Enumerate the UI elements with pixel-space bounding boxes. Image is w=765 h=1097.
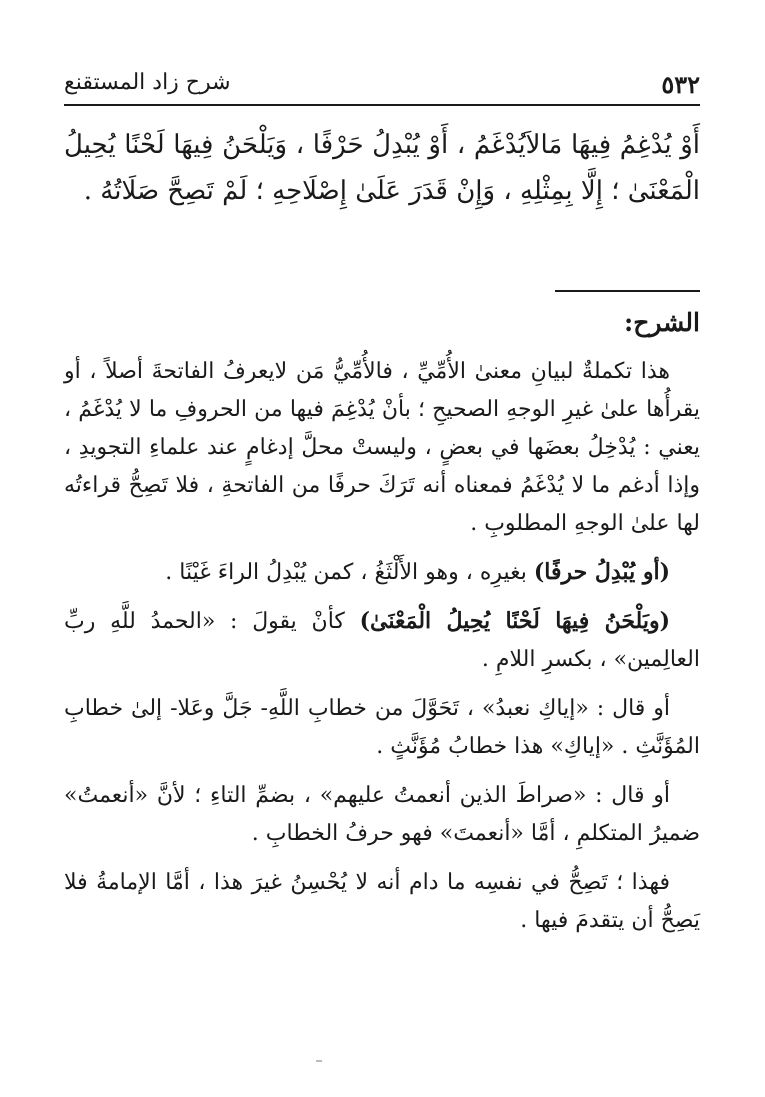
running-title: شرح زاد المستقنع xyxy=(64,70,231,95)
paragraph-text: بغيرِه ، وهو الأَلْثَغُ ، كمن يُبْدِلُ الراءَ غَيْنًا . xyxy=(165,560,534,585)
paragraph xyxy=(64,352,700,543)
paragraph xyxy=(64,602,700,679)
quoted-matn: (أو يُبْدِلُ حرفًا) xyxy=(533,559,670,585)
matn-text: أَوْ يُدْغِمُ فِيهَا مَالاَيُدْغَمُ ، أَوْ يُبْدِلُ حَرْفًا ، وَيَلْحَنُ فِيهَا لَحْنًا يُحِيلُ الْمَعْنَىٰ ؛ إِلَّا بِمِثْلِهِ ، وَإِنْ قَدَرَ عَلَىٰ إِصْلَاحِهِ ؛ لَمْ تَصِحَّ صَلَاتُهُ . xyxy=(64,130,700,206)
paragraph xyxy=(64,863,700,940)
paragraph-text: أو قال : «إياكِ نعبدُ» ، تَحَوَّلَ من خطابِ اللَّهِ- جَلَّ وعَلا- إلىٰ خطابِ المُؤَنَّثِ . «إياكِ» هذا خطابُ مُؤَنَّثٍ . xyxy=(64,696,700,759)
separator-rule xyxy=(555,290,700,292)
print-mark xyxy=(316,1060,322,1062)
paragraph-text: أو قال : «صراطَ الذين أنعمتُ عليهم» ، بضمِّ التاءِ ؛ لأنَّ «أنعمتُ» ضميرُ المتكلمِ ، أمَّا «أنعمتَ» فهو حرفُ الخطابِ . xyxy=(64,783,700,846)
page-header xyxy=(64,70,700,106)
sharh-body xyxy=(64,352,700,950)
quoted-matn: (ويَلْحَنُ فِيهَا لَحْنًا يُحِيلُ الْمَعْنَىٰ) xyxy=(359,608,670,634)
paragraph xyxy=(64,776,700,853)
paragraph-text: هذا تكملةٌ لبيانِ معنىٰ الأُمِّيِّ ، فالأُمِّيُّ مَن لايعرفُ الفاتحةَ أصلاً ، أو يقرأُها علىٰ غيرِ الوجهِ الصحيحِ ؛ بأنْ يُدْغِمَ فيها من الحروفِ ما لا يُدْغَمُ ، يعني : يُدْخِلُ بعضَها في بعضٍ ، وليستْ محلَّ إدغامٍ عند علماءِ التجويدِ ، وإذا أدغم ما لا يُدْغَمُ فمعناه أنه تَرَكَ حرفًا من الفاتحةِ ، فلا تَصِحُّ قراءتُه لها علىٰ الوجهِ المطلوبِ . xyxy=(64,359,700,536)
page-number: ٥٣٢ xyxy=(661,70,700,99)
paragraph-text: فهذا ؛ تَصِحُّ في نفسِه ما دام أنه لا يُحْسِنُ غيرَ هذا ، أمَّا الإمامةُ فلا يَصِحُّ أن يتقدمَ فيها . xyxy=(64,870,700,933)
paragraph xyxy=(64,553,700,592)
sharh-heading: الشرح: xyxy=(623,308,700,337)
paragraph xyxy=(64,689,700,766)
paragraph-text: كأنْ يقولَ : «الحمدُ للَّهِ ربِّ العالِمين» ، بكسرِ اللامِ . xyxy=(64,609,700,672)
